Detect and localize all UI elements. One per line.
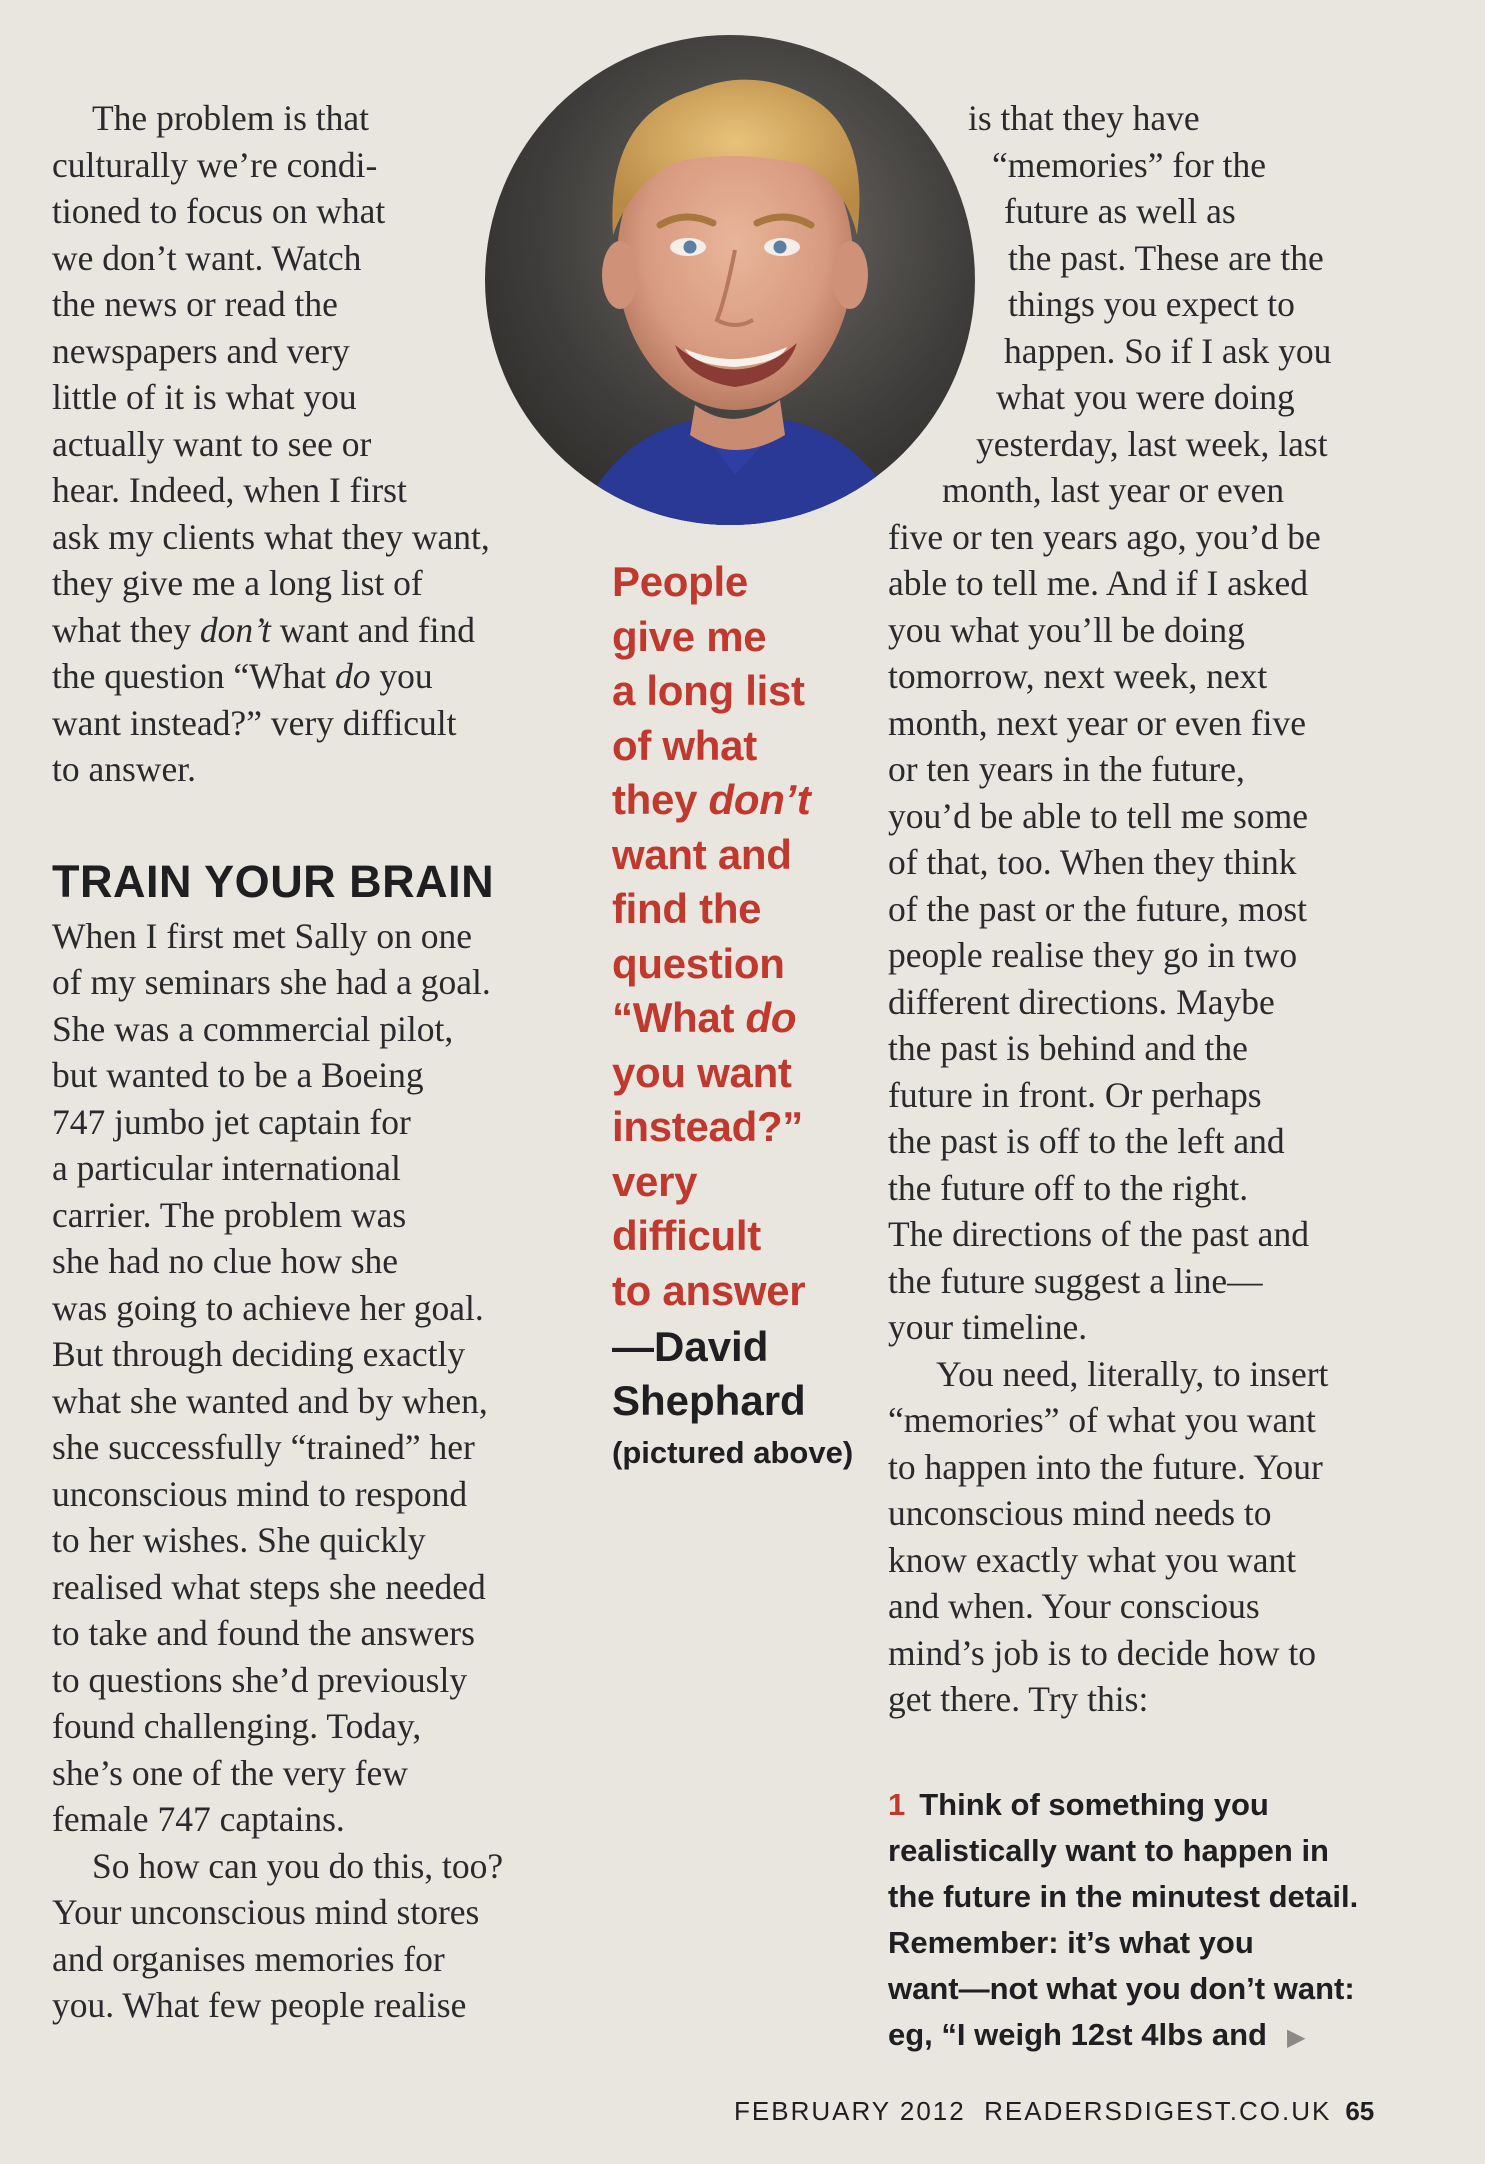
text-line: The directions of the past and	[888, 1214, 1309, 1254]
text-line: you what you’ll be doing	[888, 609, 1245, 650]
text-line: and organises memories for	[52, 1938, 445, 1979]
text-line: When I first met Sally on one	[52, 915, 472, 956]
text-line	[888, 1782, 1408, 1828]
text-line: you. What few people realise	[52, 1985, 467, 2025]
tip-text: Think of something you	[919, 1787, 1269, 1822]
text-line: and when. Your conscious	[888, 1586, 1260, 1626]
text-line: what you were doing	[996, 377, 1295, 417]
quote-line: you want	[612, 1048, 792, 1096]
text-run: the question “What	[52, 656, 335, 696]
photo-caption: (pictured above)	[612, 1435, 854, 1470]
tip-item	[888, 1782, 1408, 2061]
text-line: she successfully “trained” her	[52, 1427, 475, 1467]
text-line: they give me a long list of	[52, 563, 423, 603]
text-line: to questions she’d previously	[52, 1659, 468, 1700]
text-line: you’d be able to tell me some	[888, 795, 1308, 836]
quote-line	[612, 991, 852, 1046]
text-line: things you expect to	[1008, 284, 1295, 324]
italic-text: do	[745, 994, 797, 1041]
section-heading: TRAIN YOUR BRAIN	[52, 855, 495, 907]
text-run: want and find	[270, 609, 475, 650]
text-line: happen. So if I ask you	[1004, 330, 1332, 371]
text-line: the future suggest a line—	[888, 1260, 1263, 1301]
quote-line: find the	[612, 885, 762, 932]
text-line: what she wanted and by when,	[52, 1380, 488, 1421]
text-line: “memories” for the	[992, 144, 1267, 185]
text-line: newspapers and very	[52, 330, 350, 371]
text-line: found challenging. Today,	[52, 1706, 422, 1746]
text-line: “memories” of what you want	[888, 1400, 1316, 1440]
pull-quote	[612, 555, 852, 1318]
text-line: hear. Indeed, when I first	[52, 470, 407, 510]
quote-line: instead?”	[612, 1103, 803, 1150]
text-line: culturally we’re condi-	[52, 144, 378, 185]
paragraph-3	[52, 1843, 572, 2029]
text-line: She was a commercial pilot,	[52, 1008, 454, 1049]
left-column	[52, 95, 572, 2029]
text-line	[888, 2012, 1408, 2061]
text-line: of my seminars she had a goal.	[52, 962, 491, 1002]
text-line: to happen into the future. Your	[888, 1446, 1323, 1487]
text-line: 747 jumbo jet captain for	[52, 1101, 411, 1142]
text-line: realised what steps she needed	[52, 1566, 486, 1607]
tip-number: 1	[888, 1787, 906, 1822]
text-line: yesterday, last week, last	[976, 423, 1328, 464]
text-line: little of it is what you	[52, 377, 357, 417]
text-line: future as well as	[1004, 191, 1236, 231]
text-line: So how can you do this, too?	[92, 1845, 504, 1886]
text-line: your timeline.	[888, 1307, 1088, 1347]
text-line: she’s one of the very few	[52, 1752, 408, 1793]
text-line: or ten years in the future,	[888, 749, 1245, 789]
quote-line	[612, 773, 852, 828]
text-line: female 747 captains.	[52, 1799, 345, 1839]
text-line: know exactly what you want	[888, 1539, 1297, 1580]
italic-text: don’t	[708, 776, 811, 823]
text-line: unconscious mind to respond	[52, 1473, 468, 1514]
text-line: unconscious mind needs to	[888, 1493, 1272, 1533]
attribution-name: —David	[612, 1323, 769, 1370]
text-line: month, next year or even five	[888, 702, 1306, 743]
text-line: realistically want to happen in	[888, 1833, 1329, 1868]
text-line: to take and found the answers	[52, 1613, 475, 1653]
text-line	[52, 653, 572, 700]
italic-text: do	[334, 656, 371, 696]
page-footer	[734, 2096, 1374, 2127]
quote-line: People	[612, 558, 748, 605]
text-line: the past is off to the left and	[888, 1121, 1285, 1161]
text-line: the future off to the right.	[888, 1167, 1249, 1208]
text-line: tioned to focus on what	[52, 191, 386, 231]
page-number: 65	[1345, 2096, 1375, 2126]
text-line: tomorrow, next week, next	[888, 656, 1268, 696]
quote-run: “What	[612, 994, 746, 1041]
text-line: the past. These are the	[1008, 237, 1324, 278]
quote-line: question	[612, 939, 785, 987]
text-line: she had no clue how she	[52, 1241, 399, 1281]
text-line: the future in the minutest detail.	[888, 1879, 1359, 1914]
quote-line: difficult	[612, 1212, 761, 1259]
attribution-name: Shephard	[612, 1377, 806, 1424]
text-line: want instead?” very difficult	[52, 702, 457, 743]
text-line: to her wishes. She quickly	[52, 1520, 426, 1560]
text-line: the news or read the	[52, 284, 338, 324]
quote-line: to answer	[612, 1266, 806, 1314]
text-line: five or ten years ago, you’d be	[888, 516, 1321, 557]
text-line: but wanted to be a Boeing	[52, 1055, 424, 1095]
paragraph-5	[888, 1351, 1408, 1723]
text-line: of that, too. When they think	[888, 842, 1297, 882]
text-line: ask my clients what they want,	[52, 516, 490, 557]
paragraph-4	[888, 95, 1408, 1351]
text-line: the past is behind and the	[888, 1028, 1248, 1068]
right-column	[888, 95, 1408, 1723]
text-line: carrier. The problem was	[52, 1194, 407, 1235]
text-line: we don’t want. Watch	[52, 237, 362, 278]
text-run: you	[370, 656, 433, 696]
tip-text: eg, “I weigh 12st 4lbs and	[888, 2017, 1267, 2052]
pull-quote-attribution	[612, 1320, 872, 1472]
text-line: mind’s job is to decide how to	[888, 1632, 1316, 1673]
text-line: future in front. Or perhaps	[888, 1074, 1262, 1115]
footer-text: FEBRUARY 2012 READERSDIGEST.CO.UK	[734, 2096, 1332, 2126]
text-line: get there. Try this:	[888, 1679, 1149, 1719]
paragraph-2	[52, 913, 572, 1843]
text-line	[52, 607, 572, 654]
quote-line: give me	[612, 612, 767, 660]
quote-line: a long list	[612, 667, 805, 714]
quote-run: they	[612, 776, 709, 823]
quote-line: very	[612, 1157, 698, 1205]
arrow-right-icon: ▶	[1287, 2024, 1306, 2051]
quote-line: want and	[612, 830, 792, 878]
text-line: was going to achieve her goal.	[52, 1287, 484, 1328]
text-line: different directions. Maybe	[888, 981, 1275, 1022]
quote-line: of what	[612, 721, 757, 769]
text-line: of the past or the future, most	[888, 888, 1307, 929]
text-line: Your unconscious mind stores	[52, 1892, 480, 1932]
italic-text: don’t	[199, 609, 271, 650]
text-run: what they	[52, 609, 200, 650]
text-line: people realise they go in two	[888, 935, 1298, 975]
text-line: You need, literally, to insert	[936, 1353, 1329, 1394]
text-line: Remember: it’s what you	[888, 1925, 1254, 1960]
paragraph-1	[52, 95, 572, 793]
text-line: month, last year or even	[942, 470, 1285, 510]
text-line: The problem is that	[92, 98, 370, 138]
text-line: a particular international	[52, 1148, 401, 1188]
text-line: able to tell me. And if I asked	[888, 563, 1308, 603]
text-line: is that they have	[968, 98, 1200, 138]
text-line: to answer.	[52, 749, 196, 789]
text-line: But through deciding exactly	[52, 1334, 466, 1374]
text-line: actually want to see or	[52, 423, 372, 464]
text-line: want—not what you don’t want:	[888, 1971, 1355, 2006]
